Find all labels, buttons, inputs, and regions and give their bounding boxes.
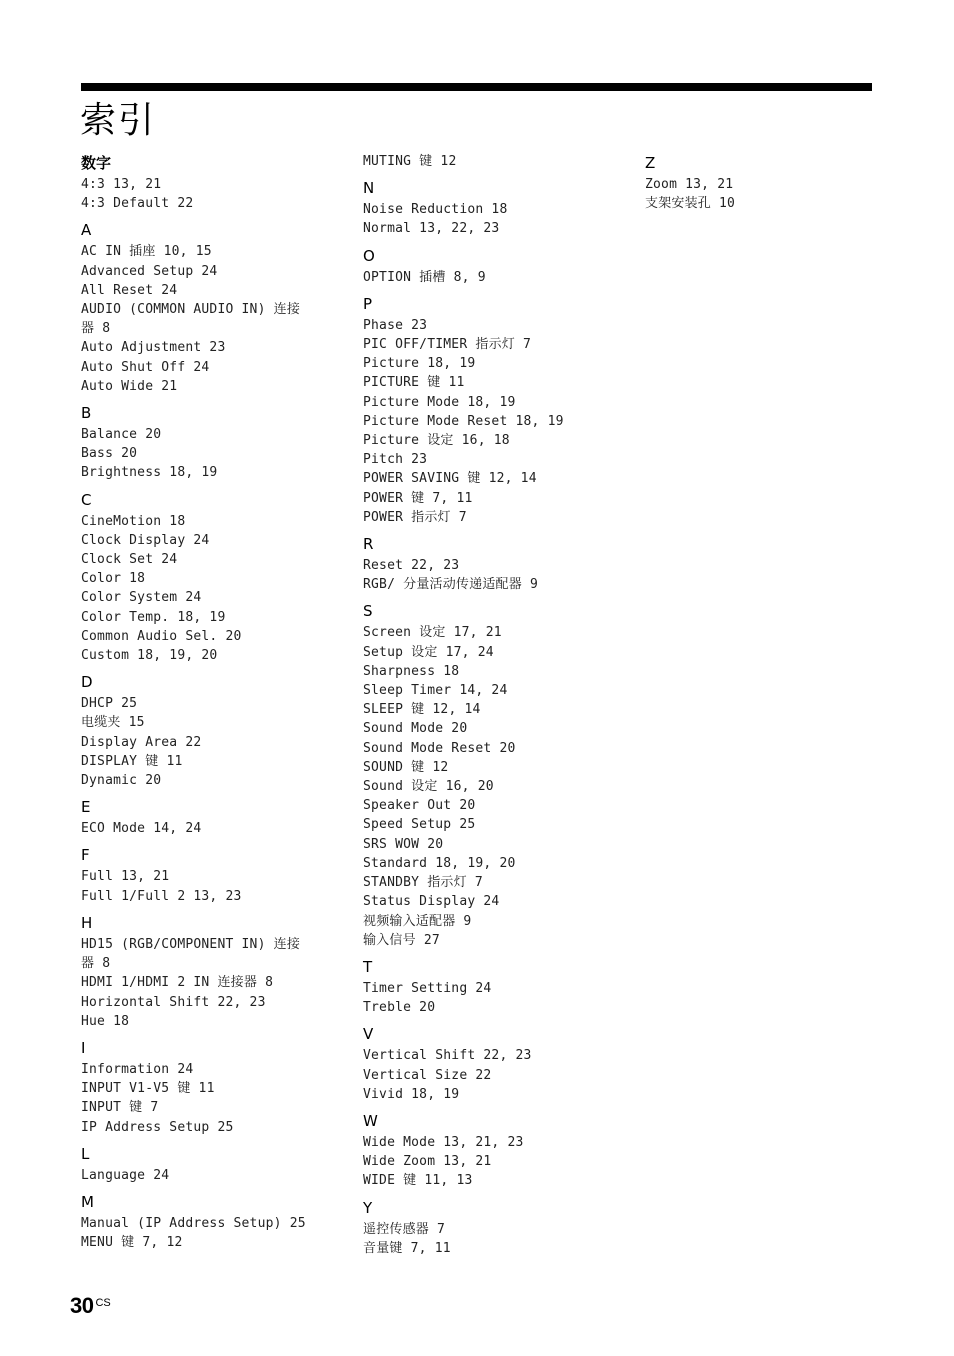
index-entry: STANDBY 指示灯 7 bbox=[363, 875, 483, 891]
index-entry: 音量键 7, 11 bbox=[363, 1240, 451, 1256]
index-entry: PIC OFF/TIMER 指示灯 7 bbox=[363, 337, 532, 353]
index-entry: AC IN 插座 10, 15 bbox=[81, 244, 212, 260]
index-section bbox=[81, 1143, 331, 1185]
index-section bbox=[363, 177, 613, 238]
index-entry: Advanced Setup 24 bbox=[81, 263, 218, 279]
index-entry-list bbox=[363, 1220, 613, 1258]
index-entry-list bbox=[363, 1046, 613, 1104]
index-entry: Timer Setting 24 bbox=[363, 980, 492, 996]
index-section bbox=[81, 1191, 331, 1252]
index-entry: 电缆夹 15 bbox=[81, 715, 145, 731]
page-number: 30 bbox=[70, 1293, 94, 1318]
index-entry: DHCP 25 bbox=[81, 696, 138, 712]
index-entry: 遥控传感器 7 bbox=[363, 1221, 446, 1237]
index-entry: Display Area 22 bbox=[81, 734, 202, 750]
index-entry-list bbox=[363, 1133, 613, 1191]
index-entry: PICTURE 键 11 bbox=[363, 375, 465, 391]
index-entry-list bbox=[81, 242, 331, 396]
index-entry: Normal 13, 22, 23 bbox=[363, 221, 500, 237]
index-entry: WIDE 键 11, 13 bbox=[363, 1173, 473, 1189]
index-section bbox=[363, 533, 613, 594]
index-entry: Vivid 18, 19 bbox=[363, 1086, 460, 1102]
index-entry: Auto Shut Off 24 bbox=[81, 359, 210, 375]
index-entry-list bbox=[81, 425, 331, 483]
index-entry: Sleep Timer 14, 24 bbox=[363, 683, 508, 699]
index-entry: Auto Adjustment 23 bbox=[81, 340, 226, 356]
index-letter-heading: B bbox=[81, 404, 92, 423]
index-entry-list bbox=[363, 152, 613, 171]
index-entry: Wide Zoom 13, 21 bbox=[363, 1154, 492, 1170]
index-entry: Vertical Shift 22, 23 bbox=[363, 1048, 532, 1064]
index-section bbox=[363, 1023, 613, 1104]
index-entry: Horizontal Shift 22, 23 bbox=[81, 994, 266, 1010]
index-entry: 视频输入适配器 9 bbox=[363, 913, 472, 929]
index-section bbox=[363, 152, 613, 171]
index-entry: Phase 23 bbox=[363, 317, 428, 333]
index-section bbox=[81, 152, 331, 213]
index-letter-heading: L bbox=[81, 1144, 90, 1163]
index-letter-heading: O bbox=[363, 246, 375, 265]
index-entry: Dynamic 20 bbox=[81, 773, 162, 789]
index-entry-list bbox=[81, 1060, 331, 1137]
index-entry: SRS WOW 20 bbox=[363, 836, 444, 852]
index-entry: Reset 22, 23 bbox=[363, 558, 460, 574]
index-entry: Bass 20 bbox=[81, 446, 138, 462]
index-entry: All Reset 24 bbox=[81, 282, 178, 298]
index-entry: HDMI 1/HDMI 2 IN 连接器 8 bbox=[81, 975, 274, 991]
index-entry: Status Display 24 bbox=[363, 894, 500, 910]
index-entry-list bbox=[363, 623, 613, 949]
index-entry-list bbox=[645, 175, 895, 213]
index-column-2 bbox=[363, 152, 613, 1264]
index-section bbox=[363, 1197, 613, 1258]
index-entry: Treble 20 bbox=[363, 1000, 436, 1016]
index-entry: Setup 设定 17, 24 bbox=[363, 644, 494, 660]
index-letter-heading: Y bbox=[363, 1198, 373, 1217]
index-entry-list bbox=[81, 1166, 331, 1185]
index-section bbox=[81, 912, 331, 1031]
index-entry: Zoom 13, 21 bbox=[645, 177, 734, 192]
index-entry: 4:3 13, 21 bbox=[81, 177, 162, 192]
index-entry: Sharpness 18 bbox=[363, 663, 460, 679]
index-letter-heading: T bbox=[363, 957, 373, 976]
index-letter-heading: A bbox=[81, 221, 92, 240]
index-entry: POWER 键 7, 11 bbox=[363, 490, 473, 506]
index-entry: INPUT 键 7 bbox=[81, 1100, 159, 1116]
index-entry: Hue 18 bbox=[81, 1013, 130, 1029]
index-letter-heading: H bbox=[81, 913, 93, 932]
index-entry: Picture 设定 16, 18 bbox=[363, 433, 510, 449]
index-entry: 支架安装孔 10 bbox=[645, 196, 736, 212]
index-entry: SLEEP 键 12, 14 bbox=[363, 702, 481, 718]
index-entry: Brightness 18, 19 bbox=[81, 465, 218, 481]
index-entry-list bbox=[81, 175, 331, 213]
index-entry: Manual (IP Address Setup) 25 bbox=[81, 1215, 306, 1231]
index-section bbox=[363, 600, 613, 949]
index-entry: INPUT V1-V5 键 11 bbox=[81, 1081, 215, 1097]
index-entry: Pitch 23 bbox=[363, 452, 428, 468]
index-letter-heading: N bbox=[363, 179, 375, 198]
index-entry: Auto Wide 21 bbox=[81, 378, 178, 394]
index-letter-heading: E bbox=[81, 798, 91, 817]
index-entry: ECO Mode 14, 24 bbox=[81, 821, 202, 837]
index-entry: 输入信号 27 bbox=[363, 932, 440, 948]
index-entry: Common Audio Sel. 20 bbox=[81, 628, 242, 644]
index-entry-list bbox=[81, 1214, 331, 1252]
index-entry: Full 1/Full 2 13, 23 bbox=[81, 888, 242, 904]
index-entry: Noise Reduction 18 bbox=[363, 202, 508, 218]
index-letter-heading: F bbox=[81, 846, 90, 865]
index-column-1 bbox=[81, 152, 331, 1258]
index-column-3 bbox=[645, 152, 895, 219]
index-entry: Sound Mode 20 bbox=[363, 721, 468, 737]
index-entry: POWER 指示灯 7 bbox=[363, 509, 467, 525]
index-entry-list bbox=[363, 316, 613, 527]
index-entry: Picture Mode Reset 18, 19 bbox=[363, 413, 564, 429]
index-section bbox=[363, 245, 613, 287]
index-letter-heading: S bbox=[363, 602, 373, 621]
index-entry: Picture Mode 18, 19 bbox=[363, 394, 516, 410]
index-entry: Color System 24 bbox=[81, 590, 202, 606]
index-entry: Language 24 bbox=[81, 1167, 170, 1183]
index-entry: SOUND 键 12 bbox=[363, 759, 449, 775]
index-letter-heading: I bbox=[81, 1038, 86, 1057]
index-entry: RGB/ 分量活动传递适配器 9 bbox=[363, 577, 538, 593]
index-entry-list bbox=[81, 935, 331, 1031]
index-section bbox=[81, 844, 331, 905]
page-language-code: CS bbox=[95, 1297, 111, 1309]
index-section bbox=[363, 293, 613, 527]
index-entry: AUDIO (COMMON AUDIO IN) 连接器 8 bbox=[81, 302, 301, 337]
index-entry-list bbox=[81, 694, 331, 790]
index-entry: Sound Mode Reset 20 bbox=[363, 740, 516, 756]
index-letter-heading: P bbox=[363, 294, 373, 313]
page-footer bbox=[70, 1293, 111, 1319]
index-entry: Full 13, 21 bbox=[81, 869, 170, 885]
index-letter-heading: M bbox=[81, 1192, 94, 1211]
index-entry: Sound 设定 16, 20 bbox=[363, 779, 494, 795]
index-entry: Speed Setup 25 bbox=[363, 817, 476, 833]
index-entry-list bbox=[363, 268, 613, 287]
index-entry: HD15 (RGB/COMPONENT IN) 连接器 8 bbox=[81, 936, 301, 972]
index-entry: IP Address Setup 25 bbox=[81, 1119, 234, 1135]
index-entry: POWER SAVING 键 12, 14 bbox=[363, 471, 537, 487]
index-entry: Vertical Size 22 bbox=[363, 1067, 492, 1083]
index-section bbox=[81, 489, 331, 666]
index-section bbox=[363, 1110, 613, 1191]
index-section bbox=[645, 152, 895, 213]
index-entry: Wide Mode 13, 21, 23 bbox=[363, 1134, 524, 1150]
index-entry-list bbox=[81, 867, 331, 905]
index-entry-list bbox=[363, 556, 613, 594]
index-section bbox=[81, 1037, 331, 1137]
index-letter-heading: Z bbox=[645, 154, 656, 172]
index-entry: 4:3 Default 22 bbox=[81, 196, 194, 212]
index-entry-list bbox=[81, 512, 331, 666]
index-entry-list bbox=[81, 819, 331, 838]
index-entry-list bbox=[363, 979, 613, 1017]
index-entry: Standard 18, 19, 20 bbox=[363, 855, 516, 871]
index-letter-heading: D bbox=[81, 673, 93, 692]
index-entry: Color 18 bbox=[81, 571, 146, 587]
index-entry: Color Temp. 18, 19 bbox=[81, 609, 226, 625]
index-entry: Information 24 bbox=[81, 1061, 194, 1077]
index-section bbox=[363, 956, 613, 1017]
index-section bbox=[81, 219, 331, 396]
index-entry: CineMotion 18 bbox=[81, 513, 186, 529]
index-entry: Picture 18, 19 bbox=[363, 356, 476, 372]
index-letter-heading: V bbox=[363, 1025, 374, 1044]
index-entry: OPTION 插槽 8, 9 bbox=[363, 269, 486, 285]
index-entry-list bbox=[363, 200, 613, 238]
index-letter-heading: W bbox=[363, 1111, 378, 1130]
index-entry: Balance 20 bbox=[81, 427, 162, 443]
index-section bbox=[81, 796, 331, 838]
top-rule bbox=[81, 83, 872, 91]
index-entry: Speaker Out 20 bbox=[363, 798, 476, 814]
page-title: 索引 bbox=[80, 100, 157, 141]
index-entry: DISPLAY 键 11 bbox=[81, 753, 183, 769]
index-entry: Custom 18, 19, 20 bbox=[81, 648, 218, 664]
index-section bbox=[81, 402, 331, 483]
index-entry: MUTING 键 12 bbox=[363, 154, 457, 169]
index-letter-heading: 数字 bbox=[81, 154, 112, 172]
index-entry: MENU 键 7, 12 bbox=[81, 1235, 183, 1251]
index-letter-heading: C bbox=[81, 490, 92, 509]
index-entry: Clock Set 24 bbox=[81, 552, 178, 568]
index-entry: Screen 设定 17, 21 bbox=[363, 625, 502, 641]
index-letter-heading: R bbox=[363, 535, 374, 554]
index-entry: Clock Display 24 bbox=[81, 532, 210, 548]
index-section bbox=[81, 671, 331, 790]
